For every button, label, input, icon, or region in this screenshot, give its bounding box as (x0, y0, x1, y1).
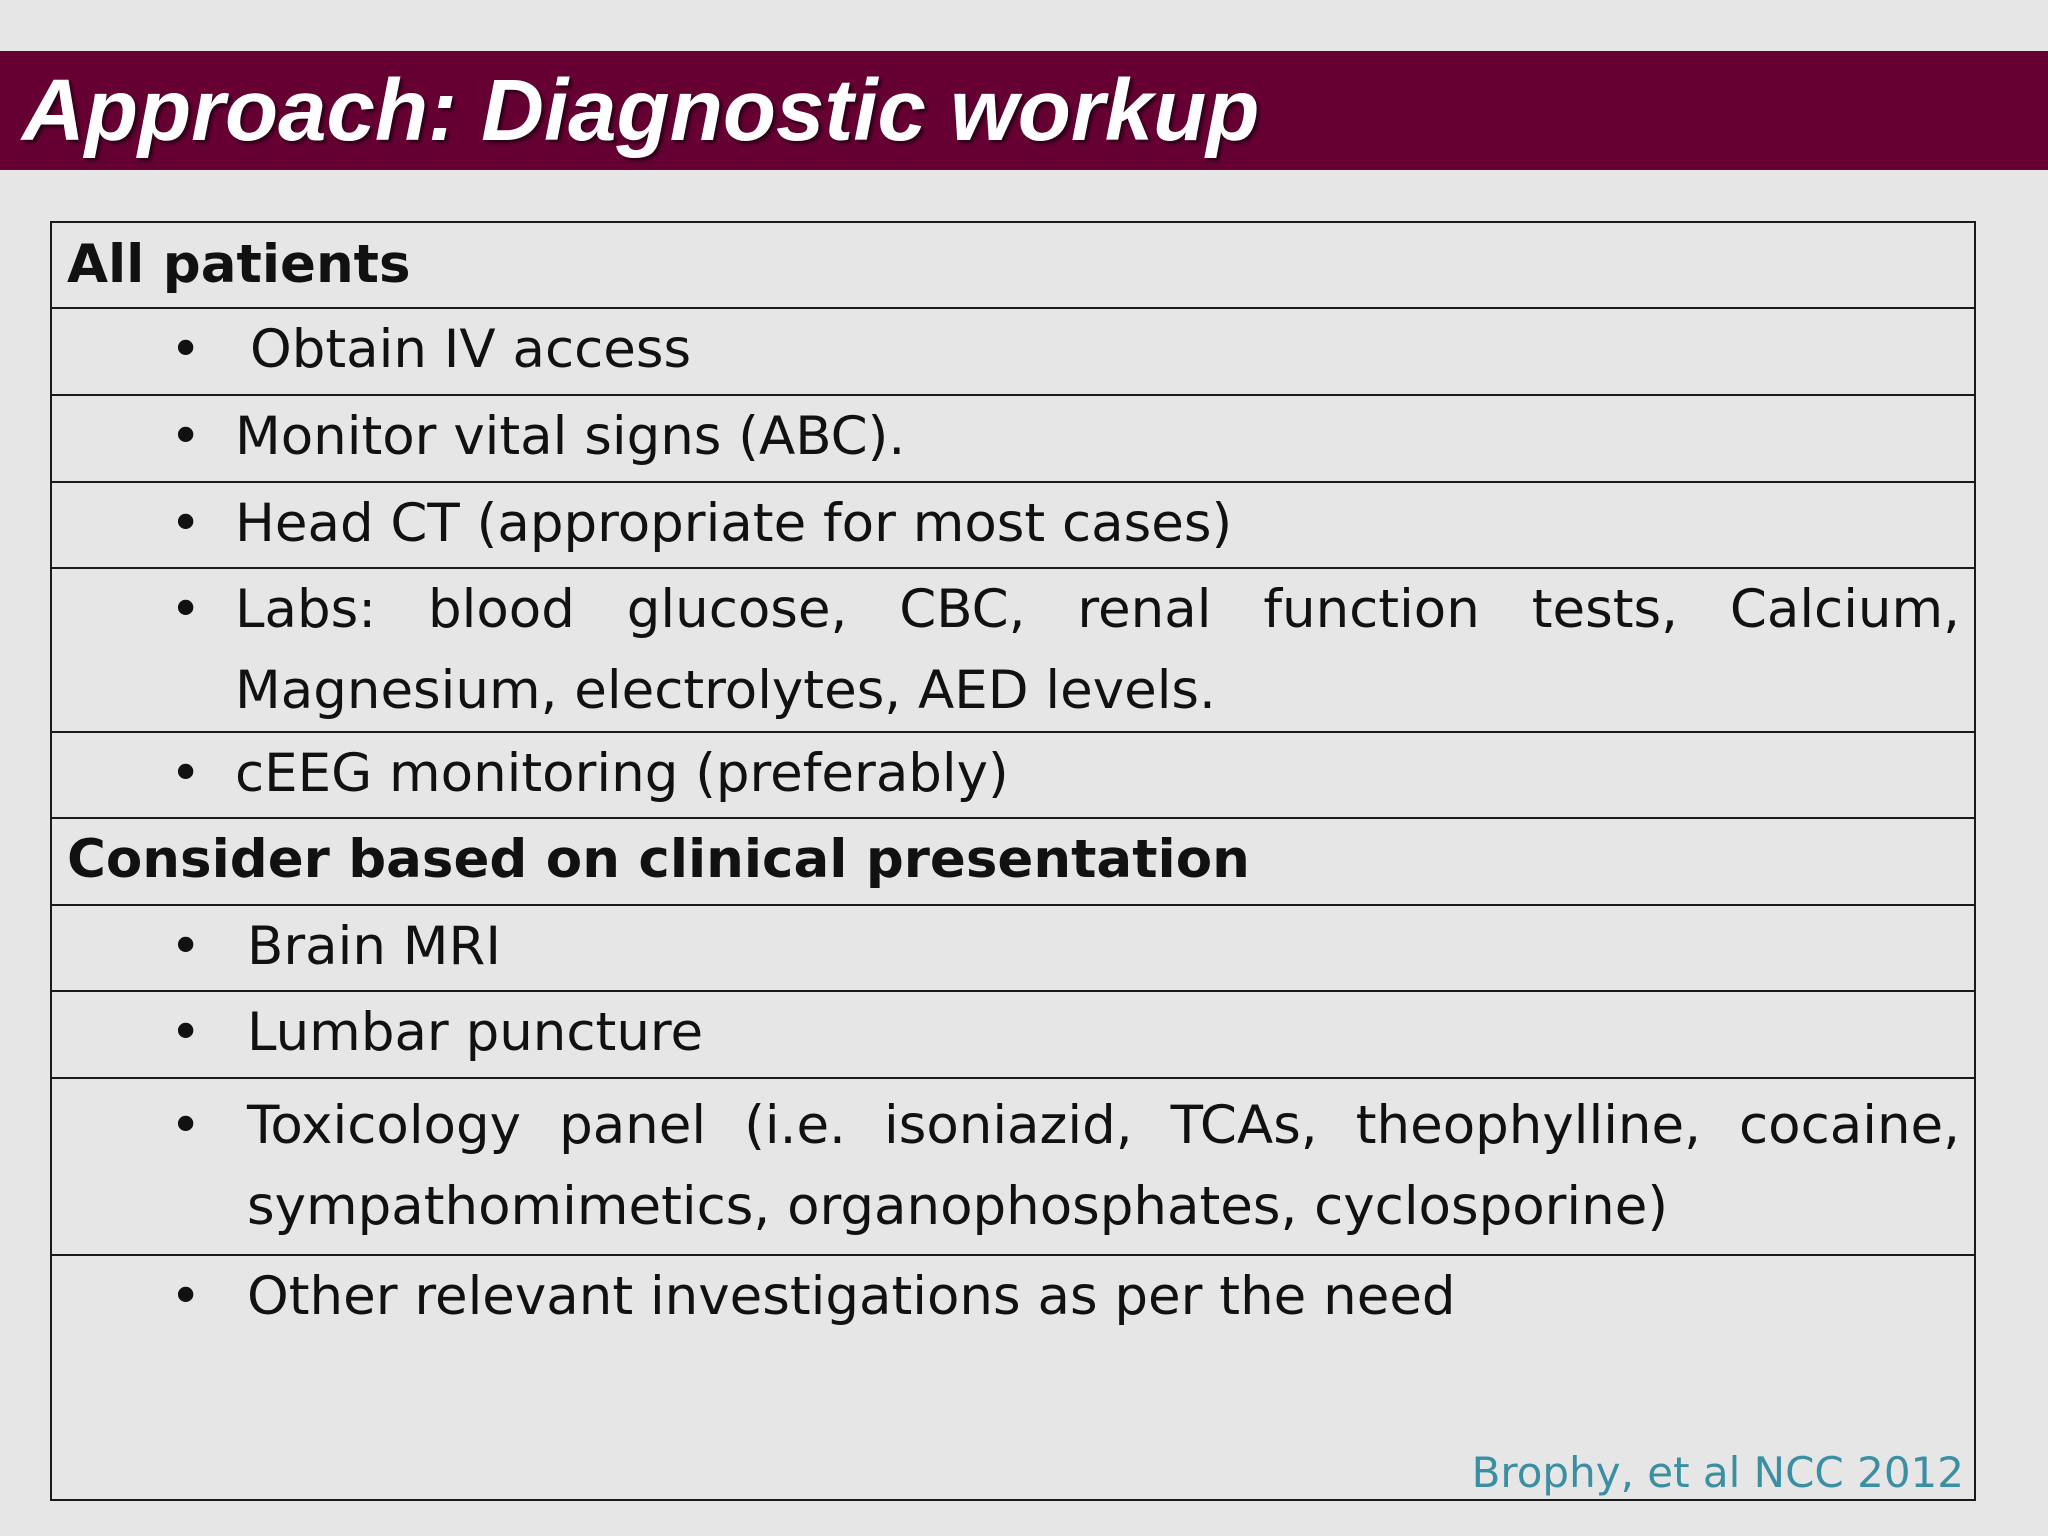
list-item: cEEG monitoring (preferably) (235, 743, 1009, 804)
bullet-icon: • (170, 493, 202, 554)
citation: Brophy, et al NCC 2012 (1471, 1448, 1964, 1497)
bullet-icon: • (170, 406, 202, 467)
list-item: Labs: blood glucose, CBC, renal function tests, Calcium, Magnesium, electrolytes, AED levels. (235, 579, 1960, 721)
table-row (52, 396, 1974, 483)
list-item: Brain MRI (247, 916, 501, 977)
section-heading-row (52, 223, 1974, 309)
bullet-icon: • (170, 1095, 202, 1156)
table-row (52, 1256, 1974, 1499)
table-row (52, 992, 1974, 1079)
workup-table (50, 221, 1976, 1501)
list-item: Obtain IV access (250, 319, 692, 380)
table-row (52, 309, 1974, 396)
section-heading-all-patients: All patients (67, 234, 411, 295)
list-item: Monitor vital signs (ABC). (235, 406, 906, 467)
list-item: Other relevant investigations as per the need (247, 1266, 1456, 1327)
bullet-icon: • (170, 743, 202, 804)
list-item: Head CT (appropriate for most cases) (235, 493, 1233, 554)
table-row (52, 906, 1974, 992)
bullet-icon: • (170, 579, 202, 640)
bullet-icon: • (170, 916, 202, 977)
section-heading-row (52, 819, 1974, 906)
bullet-icon: • (170, 319, 202, 380)
table-row (52, 483, 1974, 569)
table-row (52, 1079, 1974, 1256)
section-heading-consider: Consider based on clinical presentation (67, 829, 1250, 890)
slide-title: Approach: Diagnostic workup (22, 62, 1260, 159)
table-row (52, 733, 1974, 819)
table-row (52, 569, 1974, 733)
list-item: Toxicology panel (i.e. isoniazid, TCAs, theophylline, cocaine, sympathomimetics, organophosphates, cyclosporine) (247, 1095, 1960, 1237)
list-item: Lumbar puncture (247, 1002, 704, 1063)
title-bar (0, 51, 2048, 170)
bullet-icon: • (170, 1002, 202, 1063)
bullet-icon: • (170, 1266, 202, 1327)
